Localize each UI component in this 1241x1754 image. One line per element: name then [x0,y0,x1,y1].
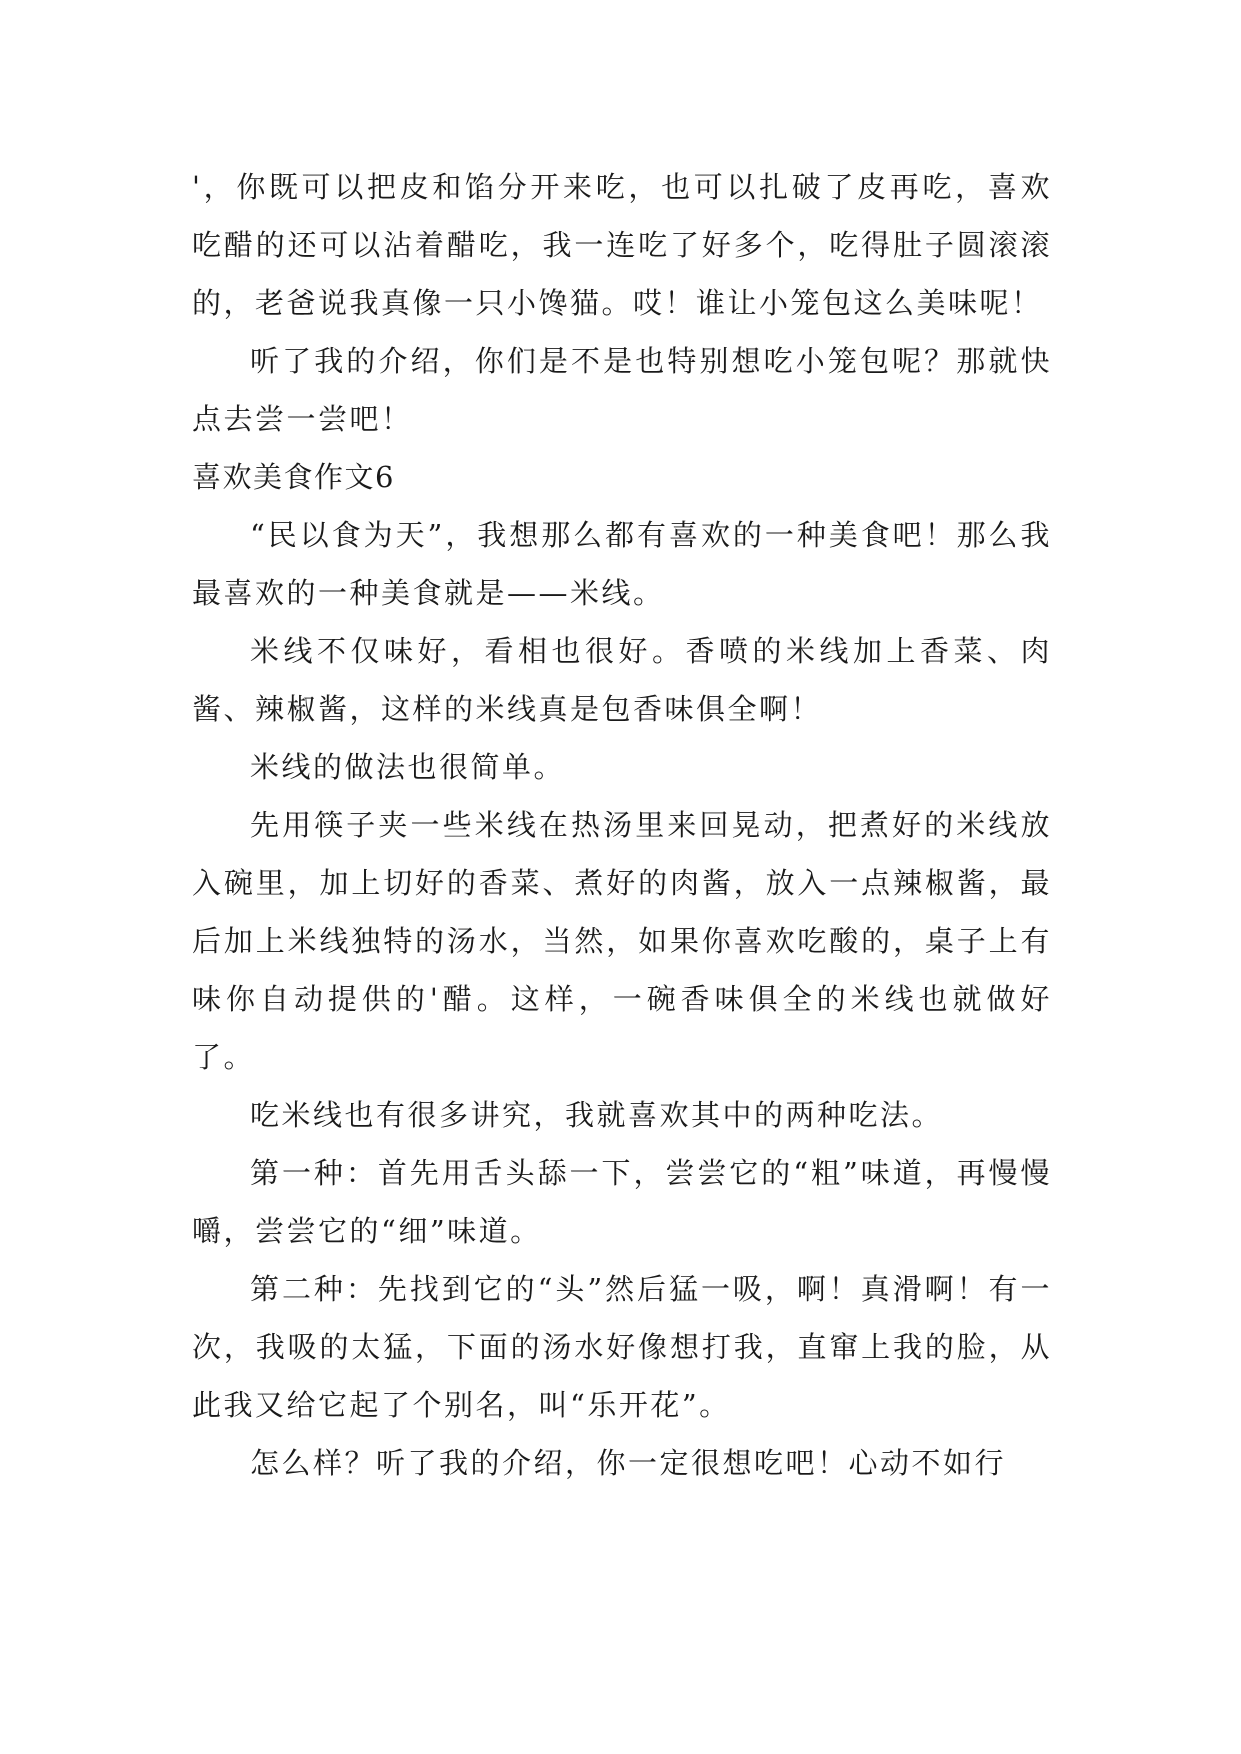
paragraph: 怎么样？听了我的介绍，你一定很想吃吧！心动不如行 [250,1446,1007,1480]
section-title: 喜欢美食作文6 [192,460,395,494]
paragraph: “民以食为天”，我想那么都有喜欢的一种美食吧！那么我最喜欢的一种美食就是——米线。 [192,518,1052,610]
paragraph: 米线不仅味好，看相也很好。香喷的米线加上香菜、肉酱、辣椒酱，这样的米线真是包香味俱全啊！ [192,634,1052,726]
paragraph: 米线的做法也很简单。 [250,750,566,784]
paragraph: 听了我的介绍，你们是不是也特别想吃小笼包呢？那就快点去尝一尝吧！ [192,344,1052,436]
paragraph-continuation: '，你既可以把皮和馅分开来吃，也可以扎破了皮再吃，喜欢吃醋的还可以沾着醋吃，我一连吃了好多个，吃得肚子圆滚滚的，老爸说我真像一只小馋猫。哎！谁让小笼包这么美味呢！ [192,170,1052,320]
paragraph: 吃米线也有很多讲究，我就喜欢其中的两种吃法。 [250,1098,944,1132]
paragraph: 先用筷子夹一些米线在热汤里来回晃动，把煮好的米线放入碗里，加上切好的香菜、煮好的肉酱，放入一点辣椒酱，最后加上米线独特的汤水，当然，如果你喜欢吃酸的，桌子上有味你自动提供的'醋。这样，一碗香味俱全的米线也就做好了。 [192,808,1052,1074]
paragraph: 第二种：先找到它的“头”然后猛一吸，啊！真滑啊！有一次，我吸的太猛，下面的汤水好像想打我，直窜上我的脸，从此我又给它起了个别名，叫“乐开花”。 [192,1272,1052,1422]
paragraph: 第一种：首先用舌头舔一下，尝尝它的“粗”味道，再慢慢嚼，尝尝它的“细”味道。 [192,1156,1052,1248]
document-body [192,158,1052,1492]
